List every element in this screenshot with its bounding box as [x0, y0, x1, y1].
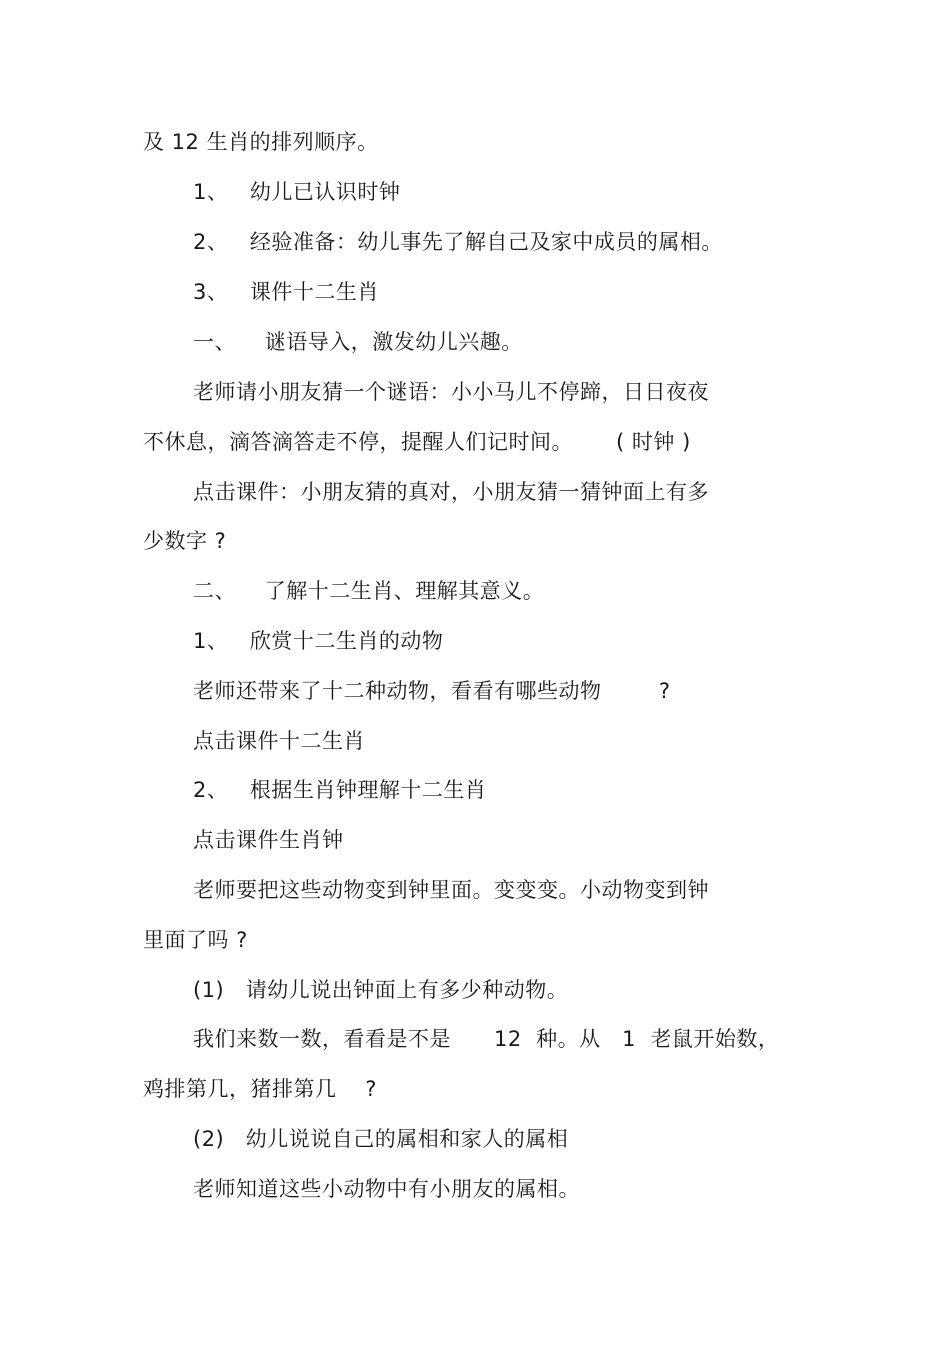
text-line: 我们来数一数，看看是不是 12 种。从 1 老鼠开始数，: [193, 1027, 780, 1051]
text-line: 二、 了解十二生肖、理解其意义。: [193, 579, 545, 603]
text-line: (2) 幼儿说说自己的属相和家人的属相: [193, 1127, 569, 1151]
text-line: 少数字 ?: [143, 529, 227, 553]
text-line: 里面了吗 ?: [143, 928, 248, 952]
text-line: 点击课件生肖钟: [193, 828, 344, 852]
text-line: 点击课件十二生肖: [193, 729, 365, 753]
text-line: 2、 经验准备：幼儿事先了解自己及家中成员的属相。: [193, 230, 723, 254]
text-line: 及 12 生肖的排列顺序。: [143, 130, 379, 154]
text-line: 老师知道这些小动物中有小朋友的属相。: [193, 1177, 580, 1201]
text-line: 老师要把这些动物变到钟里面。变变变。小动物变到钟: [193, 878, 709, 902]
text-line: 1、 欣赏十二生肖的动物: [193, 629, 444, 653]
text-line: 一、 谜语导入，激发幼儿兴趣。: [193, 330, 523, 354]
text-line: 鸡排第几，猪排第几 ?: [143, 1077, 377, 1101]
text-line: 3、 课件十二生肖: [193, 280, 379, 304]
text-line: 老师还带来了十二种动物，看看有哪些动物 ?: [193, 679, 671, 703]
text-line: (1) 请幼儿说出钟面上有多少种动物。: [193, 978, 569, 1002]
text-line: 2、 根据生肖钟理解十二生肖: [193, 778, 487, 802]
text-line: 老师请小朋友猜一个谜语：小小马儿不停蹄，日日夜夜: [193, 380, 709, 404]
text-line: 点击课件：小朋友猜的真对，小朋友猜一猜钟面上有多: [193, 480, 709, 504]
text-line: 不休息，滴答滴答走不停，提醒人们记时间。 ( 时钟 ): [143, 430, 691, 454]
text-line: 1、 幼儿已认识时钟: [193, 180, 401, 204]
